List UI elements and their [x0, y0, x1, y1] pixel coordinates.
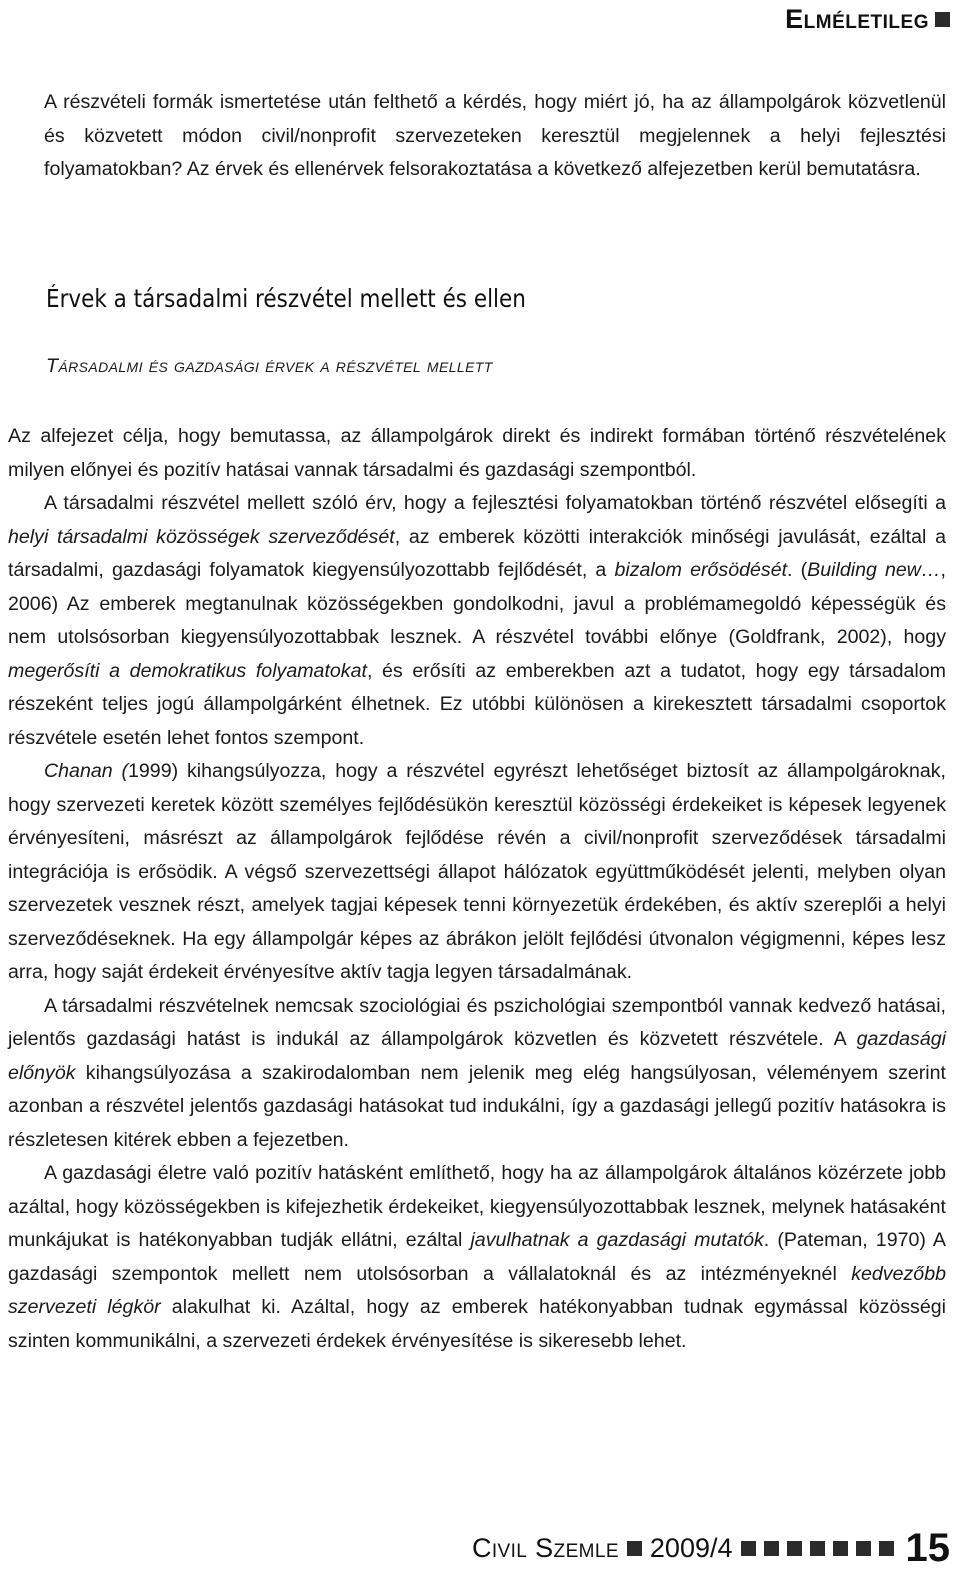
paragraph-5 — [8, 1157, 946, 1358]
footer-square-3 — [787, 1541, 802, 1556]
p4-emphasis-1: gazdasági előnyök — [8, 1028, 946, 1084]
p2-citation-emphasis: Building new… — [807, 559, 941, 581]
footer-square-marker — [627, 1541, 642, 1556]
p2-emphasis-4: megerősíti a demokratikus folyamatokat — [8, 659, 367, 682]
footer-square-2 — [764, 1541, 779, 1556]
page-number: 15 — [905, 1526, 950, 1570]
p5-text-b: . (Pateman, 1970) A gazdasági szempontok mellett nem utolsósorban a vállalatoknál és az intézményeknél — [8, 1229, 946, 1285]
p4-text-a: A társadalmi részvételnek nemcsak szociológiai és pszichológiai szempontból vannak kedvező hatásai, jelentős gazdasági hatást is indukál az állampolgárok közvetlen és közvetett részvétele. A — [8, 994, 946, 1050]
journal-name: Civil Szemle — [471, 1533, 619, 1563]
paragraph-2 — [8, 487, 946, 755]
p2-text-d: , 2006) Az emberek megtanulnak közösségekben gondolkodni, javul a problémamegoldó képességük és nem utolsósorban kiegyensúlyozottabbak lesznek. A részvétel további előnye (Goldfrank, 2002), hogy — [8, 559, 946, 648]
p3-author-emphasis: Chanan ( — [44, 760, 128, 782]
p5-emphasis-2: kedvezőbb szervezeti légkör — [8, 1262, 946, 1318]
footer-square-4 — [810, 1541, 825, 1556]
p2-emphasis-1: helyi társadalmi közösségek szerveződését — [8, 525, 395, 548]
intro-paragraph: A részvételi formák ismertetése után felthető a kérdés, hogy miért jó, ha az állampolgárok közvetlenül és közvetett módon civil/nonprofit szervezeteken keresztül megjelennek a helyi fejlesztési folyamatokban? Az érvek és ellenérvek felsorakoztatása a következő alfejezetben kerül bemutatásra. — [44, 91, 946, 181]
paragraph-4 — [8, 990, 946, 1158]
footer-square-row — [741, 1541, 894, 1556]
p2-text-e: , és erősíti az emberekben azt a tudatot, hogy egy társadalom részeként teljes jogú állampolgárként élhetnek. Ez utóbbi különösen a kirekesztett társadalmi csoportok részvétele esetén lehet fontos szempont. — [8, 659, 946, 749]
footer-square-1 — [741, 1541, 756, 1556]
running-header — [785, 4, 950, 35]
subsection-title: Társadalmi és gazdasági érvek a részvétel mellett — [46, 355, 493, 377]
body-text — [8, 420, 946, 1358]
p5-emphasis-1: javulhatnak a gazdasági mutatók — [470, 1229, 764, 1251]
intro-block — [8, 86, 946, 187]
footer-square-7 — [879, 1541, 894, 1556]
footer-square-6 — [856, 1541, 871, 1556]
header-square-marker — [935, 12, 950, 27]
p4-text-b: kihangsúlyozása a szakirodalomban nem jelenik meg elég hangsúlyosan, véleményem szerint azonban a részvétel jelentős gazdasági hatásokat tud indukálni, így a gazdasági jellegű pozitív hatásokra is részletesen kitérek ebben a fejezetben. — [8, 1061, 946, 1151]
section-header-label: Elméletileg — [785, 4, 929, 34]
p2-text-a: A társadalmi részvétel mellett szóló érv, hogy a fejlesztési folyamatokban történő részvétel elősegíti a — [44, 492, 946, 514]
p5-text-a: A gazdasági életre való pozitív hatásként említhető, hogy ha az állampolgárok általános közérzete jobb azáltal, hogy közösségekben is kifejezhetik érdekeiket, kiegyensúlyozottabbak lesznek, melynek hatásaként munkájukat is hatékonyabban tudják ellátni, ezáltal — [8, 1162, 946, 1251]
paragraph-3 — [8, 755, 946, 990]
p2-text-b: , az emberek közötti interakciók minőségi javulását, ezáltal a társadalmi, gazdasági folyamatok kiegyensúlyozottabb fejlődését, a — [8, 525, 946, 581]
p3-text-a: 1999) kihangsúlyozza, hogy a részvétel egyrészt lehetőséget biztosít az állampolgároknak, hogy szervezeti keretek között személyes fejlődésükön keresztül közösségi érdekeiket is képesek legyenek érvényesíteni, másrészt az állampolgárok fejlődése révén a civil/nonprofit szerveződések társadalmi integrációja is erősödik. A végső szervezettségi állapot hálózatok együttműködését jelenti, melyben olyan szervezetek vesznek részt, amelyek tagjai képesek tenni környezetük érdekében, és aktív szereplői a helyi szerveződéseknek. Ha egy állampolgár képes az ábrákon jelölt fejlődési útvonalon végigmenni, képes lesz arra, hogy saját érdekeit érvényesítve aktív tagja legyen társadalmának. — [8, 760, 946, 983]
paragraph-1: Az alfejezet célja, hogy bemutassa, az állampolgárok direkt és indirekt formában történő részvételének milyen előnyei és pozitív hatásai vannak társadalmi és gazdasági szempontból. — [8, 425, 946, 481]
issue-number: 2009/4 — [649, 1533, 733, 1563]
page-footer — [472, 1526, 950, 1571]
p5-text-c: alakulhat ki. Azáltal, hogy az emberek hatékonyabban tudnak egymással közösségi szinten kommunikálni, a szervezeti érdekek érvényesítése is sikeresebb lehet. — [8, 1296, 947, 1352]
p2-emphasis-2: bizalom erősödését — [614, 559, 788, 581]
footer-square-5 — [833, 1541, 848, 1556]
p2-text-c: . ( — [787, 559, 808, 581]
section-title: Érvek a társadalmi részvétel mellett és ellen — [46, 284, 526, 313]
